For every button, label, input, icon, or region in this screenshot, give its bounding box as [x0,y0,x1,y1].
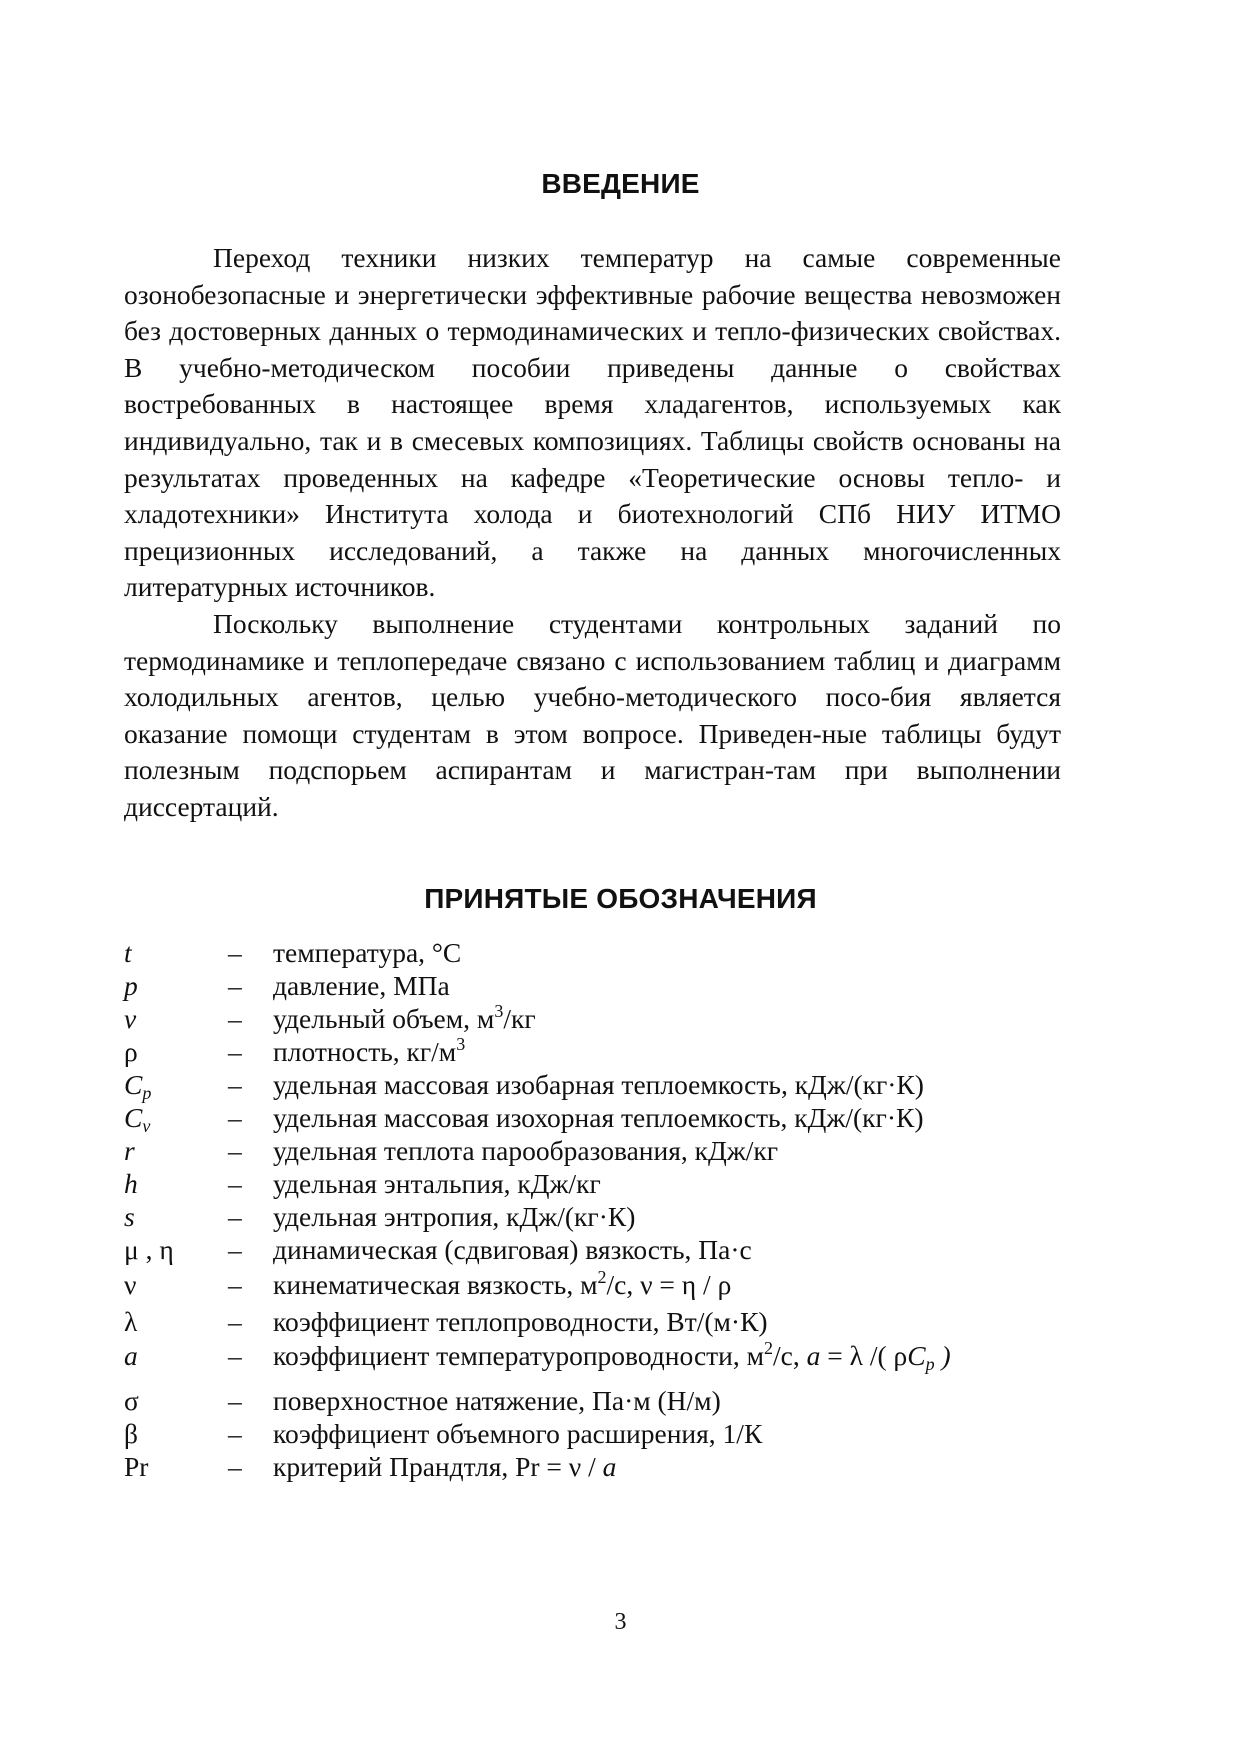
notation-symbol: r [124,1135,135,1166]
description-text-after: /с, [773,1340,800,1371]
notation-description: удельная массовая изохорная теплоемкость, кДж/(кг·К) [273,1102,924,1133]
intro-text [124,240,1061,826]
formula-pr-a: a [602,1451,617,1482]
page-number: 3 [614,1609,627,1635]
notation-symbol: p [124,970,138,1001]
superscript: 2 [764,1338,774,1358]
notation-description: давление, МПа [273,970,450,1001]
formula-end: ) [934,1340,951,1371]
description-text-after: /с, [606,1269,634,1300]
notation-dash: – [228,1418,242,1449]
intro-heading: ВВЕДЕНИЕ [541,168,700,199]
intro-paragraph-1: Переход техники низких температур на самые современные озонобезопасные и энергетически эффективные рабочие вещества невозможен без достоверных данных о термодинамических и тепло-физических свойствах. В учебно-методическом пособии приведены данные о свойствах востребованных в настоящее время хладагентов, используемых как индивидуально, так и в смесевых композициях. Таблицы свойств основаны на результатах проведенных на кафедре «Теоретические основы тепло- и хладотехники» Института холода и биотехнологий СПб НИУ ИТМО прецизионных исследований, а также на данных многочисленных литературных источников. [124,242,1061,603]
notation-symbol: s [124,1201,135,1232]
notation-dash: – [228,1036,242,1067]
notation-dash: – [228,1385,242,1416]
notation-description: коэффициент объемного расширения, 1/К [273,1418,763,1449]
notation-symbol: λ [124,1306,138,1337]
notation-symbol [124,1069,151,1101]
notation-dash: – [228,1306,242,1337]
intro-paragraph-2: Поскольку выполнение студентами контрольных заданий по термодинамике и теплопередаче связано с использованием таблиц и диаграмм холодильных агентов, целью учебно-методического посо-бия является оказание помощи студентам в этом вопросе. Приведен-ные таблицы будут полезным подспорьем аспирантам и магистран-там при выполнении диссертаций. [124,607,1061,822]
notation-dash: – [228,1003,242,1034]
superscript: 3 [494,1001,504,1021]
prandtl-formula [515,1451,616,1482]
notation-symbol: h [124,1168,138,1199]
notation-dash: – [228,937,242,968]
notation-description [273,1269,731,1301]
description-text: плотность, кг/м [273,1036,457,1067]
superscript: 2 [597,1267,607,1287]
notation-symbol: v [124,1003,137,1034]
notation-symbol: σ [124,1385,139,1416]
formula-c: C [907,1340,926,1371]
description-text: коэффициент температуропроводности, м [273,1340,765,1371]
notation-description: динамическая (сдвиговая) вязкость, Па·с [273,1234,752,1265]
notation-description: удельная энтальпия, кДж/кг [273,1168,601,1199]
notation-dash: – [228,1102,242,1133]
notation-symbol: β [124,1418,138,1449]
kinematic-viscosity-formula: ν = η / ρ [640,1269,732,1300]
formula-subscript: p [925,1354,935,1374]
description-text: критерий Прандтля, [273,1451,509,1482]
description-text: удельный объем, м [273,1003,495,1034]
notation-symbol: t [124,937,132,968]
symbol-subscript: p [142,1083,152,1103]
notation-description: удельная массовая изобарная теплоемкость, кДж/(кг·К) [273,1069,924,1100]
notation-dash: – [228,1201,242,1232]
notation-description: поверхностное натяжение, Па·м (Н/м) [273,1385,721,1416]
notation-symbol: μ , η [124,1234,174,1265]
notation-description [273,1340,951,1372]
description-text: кинематическая вязкость, м [273,1269,598,1300]
formula-middle: = λ /( ρ [820,1340,908,1371]
notation-symbol: ρ [124,1036,138,1067]
symbol-letter: C [124,1102,143,1133]
formula-a: a [806,1340,821,1371]
notation-dash: – [228,1069,242,1100]
symbol-subscript: v [142,1116,151,1136]
notation-dash: – [228,1451,242,1482]
notation-heading: ПРИНЯТЫЕ ОБОЗНАЧЕНИЯ [424,883,817,914]
notation-dash: – [228,1269,242,1300]
notation-description: температура, °C [273,937,462,968]
notation-dash: – [228,970,242,1001]
notation-description [273,1003,536,1035]
notation-dash: – [228,1135,242,1166]
notation-symbol: Pr [124,1451,149,1482]
formula-pr: Pr = ν / [515,1451,603,1482]
notation-symbol [124,1102,150,1134]
description-text-after: /кг [503,1003,536,1034]
notation-description [273,1451,616,1483]
superscript: 3 [456,1034,466,1054]
notation-dash: – [228,1168,242,1199]
notation-dash: – [228,1340,242,1371]
notation-description: удельная энтропия, кДж/(кг·К) [273,1201,636,1232]
notation-dash: – [228,1234,242,1265]
notation-symbol: a [124,1340,138,1371]
notation-description [273,1036,465,1068]
thermal-diffusivity-formula [806,1340,951,1374]
notation-description: коэффициент теплопроводности, Вт/(м·К) [273,1306,768,1337]
notation-description: удельная теплота парообразования, кДж/кг [273,1135,779,1166]
symbol-letter: C [124,1069,143,1100]
notation-symbol: ν [124,1269,137,1300]
